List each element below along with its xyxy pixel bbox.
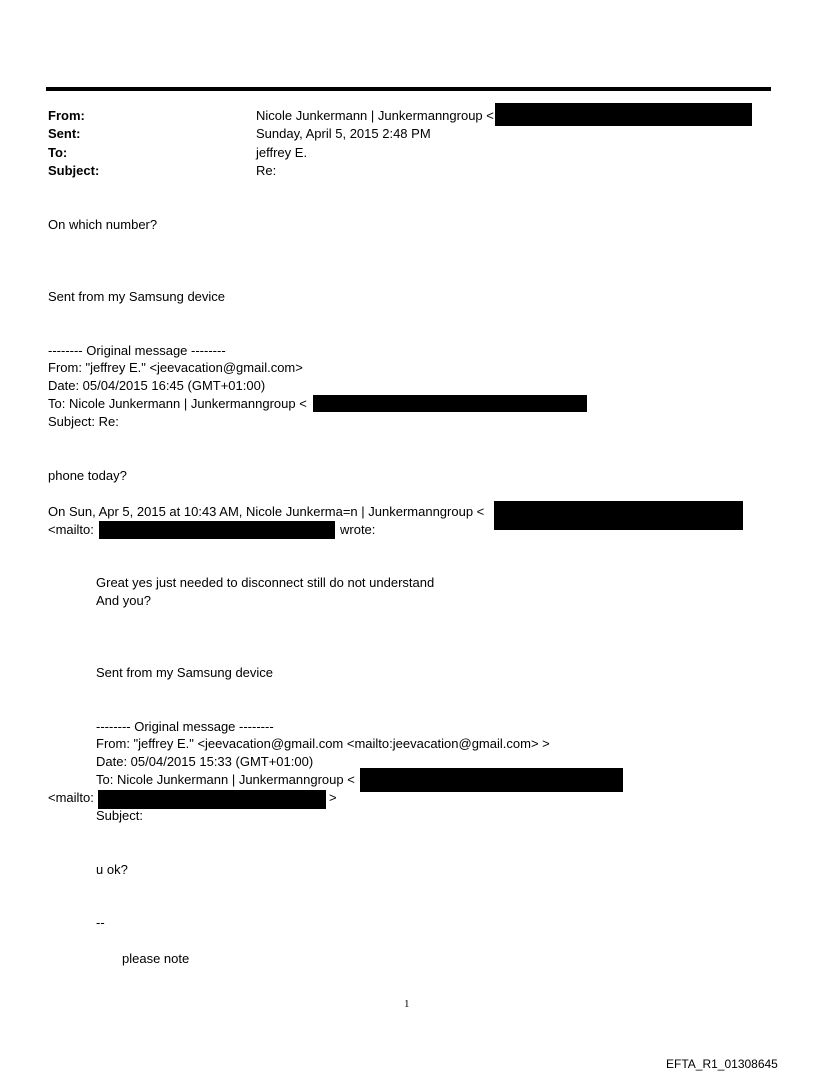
body-line: please note bbox=[122, 951, 190, 966]
to-value: jeffrey E. bbox=[256, 145, 308, 160]
from-label: From: bbox=[48, 108, 85, 123]
original-from: From: "jeffrey E." <jeevacation@gmail.com> bbox=[48, 360, 303, 375]
subject-label: Subject: bbox=[48, 163, 100, 178]
redaction-box bbox=[495, 103, 752, 126]
from-value: Nicole Junkermann | Junkermanngroup < bbox=[256, 108, 494, 123]
original-subject: Subject: Re: bbox=[48, 414, 119, 429]
to-label: To: bbox=[48, 145, 68, 160]
original-mailto-close: > bbox=[329, 790, 337, 805]
redaction-box bbox=[494, 501, 743, 530]
quote-mailto-prefix: <mailto: bbox=[48, 522, 94, 537]
body-line: On which number? bbox=[48, 217, 158, 232]
nested-body-line: And you? bbox=[96, 593, 151, 608]
original-from: From: "jeffrey E." <jeevacation@gmail.com <mailto:jeevacation@gmail.com> > bbox=[96, 736, 550, 751]
quote-wrote: wrote: bbox=[340, 522, 376, 537]
redaction-box bbox=[99, 521, 335, 539]
signature: Sent from my Samsung device bbox=[48, 289, 226, 304]
original-message-divider: -------- Original message -------- bbox=[48, 343, 226, 358]
signature-separator: -- bbox=[96, 915, 105, 930]
quote-attribution: On Sun, Apr 5, 2015 at 10:43 AM, Nicole Junkerma=n | Junkermanngroup < bbox=[48, 504, 485, 519]
redaction-box bbox=[360, 768, 623, 792]
original-to: To: Nicole Junkermann | Junkermanngroup < bbox=[96, 772, 355, 787]
original-to: To: Nicole Junkermann | Junkermanngroup < bbox=[48, 396, 307, 411]
redaction-box bbox=[313, 395, 587, 412]
nested-body-line: Great yes just needed to disconnect still do not understand bbox=[96, 575, 435, 590]
document-id: EFTA_R1_01308645 bbox=[666, 1057, 778, 1071]
header-rule bbox=[46, 87, 771, 91]
original-date: Date: 05/04/2015 16:45 (GMT+01:00) bbox=[48, 378, 266, 393]
original-mailto-prefix: <mailto: bbox=[48, 790, 94, 805]
sent-label: Sent: bbox=[48, 126, 81, 141]
original-subject: Subject: bbox=[96, 808, 143, 823]
signature: Sent from my Samsung device bbox=[96, 665, 274, 680]
page-number: 1 bbox=[404, 998, 410, 1010]
body-line: u ok? bbox=[96, 862, 128, 877]
redaction-box bbox=[98, 790, 326, 809]
body-line: phone today? bbox=[48, 468, 127, 483]
original-date: Date: 05/04/2015 15:33 (GMT+01:00) bbox=[96, 754, 314, 769]
original-message-divider: -------- Original message -------- bbox=[96, 719, 274, 734]
subject-value: Re: bbox=[256, 163, 277, 178]
sent-value: Sunday, April 5, 2015 2:48 PM bbox=[256, 126, 431, 141]
